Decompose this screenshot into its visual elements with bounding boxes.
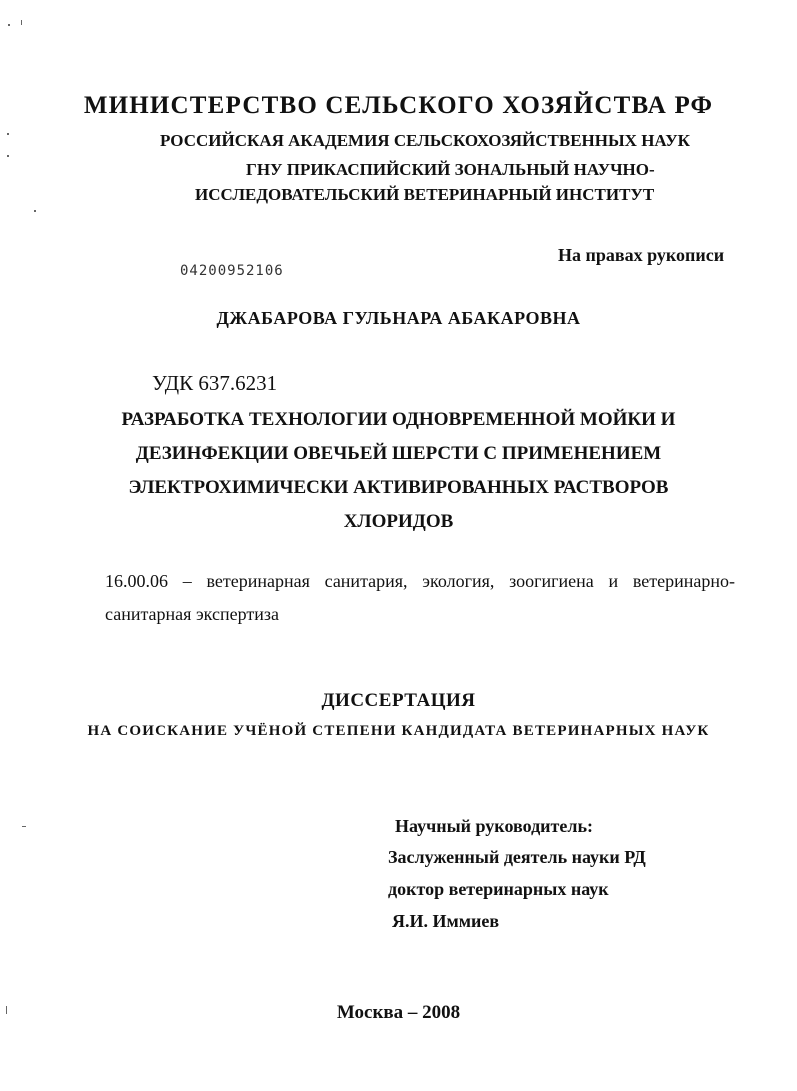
scan-speck bbox=[21, 20, 22, 25]
supervisor-title-1: Заслуженный деятель науки РД bbox=[388, 847, 646, 867]
institute-line-1: ГНУ ПРИКАСПИЙСКИЙ ЗОНАЛЬНЫЙ НАУЧНО- bbox=[246, 160, 655, 179]
manuscript-rights-note: На правах рукописи bbox=[558, 245, 725, 265]
scan-speck bbox=[34, 210, 36, 212]
specialty-code: 16.00.06 – ветеринарная санитария, экология, зоогигиена и ветеринарно-санитарная экспертиза bbox=[105, 571, 735, 624]
document-type: ДИССЕРТАЦИЯ bbox=[321, 690, 476, 711]
academy-heading: РОССИЙСКАЯ АКАДЕМИЯ СЕЛЬСКОХОЗЯЙСТВЕННЫХ НАУК bbox=[160, 131, 691, 150]
ministry-heading: МИНИСТЕРСТВО СЕЛЬСКОГО ХОЗЯЙСТВА РФ bbox=[83, 92, 714, 119]
title-line-3: ЭЛЕКТРОХИМИЧЕСКИ АКТИВИРОВАННЫХ РАСТВОРОВ bbox=[128, 477, 669, 498]
scan-speck bbox=[8, 24, 10, 26]
catalog-code: 04200952106 bbox=[180, 263, 284, 279]
place-year: Москва – 2008 bbox=[336, 1002, 461, 1023]
scan-speck bbox=[6, 1006, 7, 1014]
author-name: ДЖАБАРОВА ГУЛЬНАРА АБАКАРОВНА bbox=[216, 308, 581, 328]
title-line-1: РАЗРАБОТКА ТЕХНОЛОГИИ ОДНОВРЕМЕННОЙ МОЙКИ И bbox=[121, 409, 676, 430]
supervisor-name: Я.И. Иммиев bbox=[392, 911, 500, 931]
title-line-2: ДЕЗИНФЕКЦИИ ОВЕЧЬЕЙ ШЕРСТИ С ПРИМЕНЕНИЕМ bbox=[135, 443, 662, 464]
scan-speck bbox=[22, 826, 26, 827]
udk-code: УДК 637.6231 bbox=[152, 371, 278, 395]
title-line-4: ХЛОРИДОВ bbox=[343, 511, 454, 532]
scan-speck bbox=[7, 133, 9, 135]
supervisor-label: Научный руководитель: bbox=[395, 816, 593, 836]
degree-line: НА СОИСКАНИЕ УЧЁНОЙ СТЕПЕНИ КАНДИДАТА ВЕТЕРИНАРНЫХ НАУК bbox=[87, 723, 710, 739]
scan-speck bbox=[7, 155, 9, 157]
institute-line-2: ИССЛЕДОВАТЕЛЬСКИЙ ВЕТЕРИНАРНЫЙ ИНСТИТУТ bbox=[195, 185, 655, 204]
dissertation-title bbox=[0, 403, 797, 539]
supervisor-title-2: доктор ветеринарных наук bbox=[388, 879, 609, 899]
